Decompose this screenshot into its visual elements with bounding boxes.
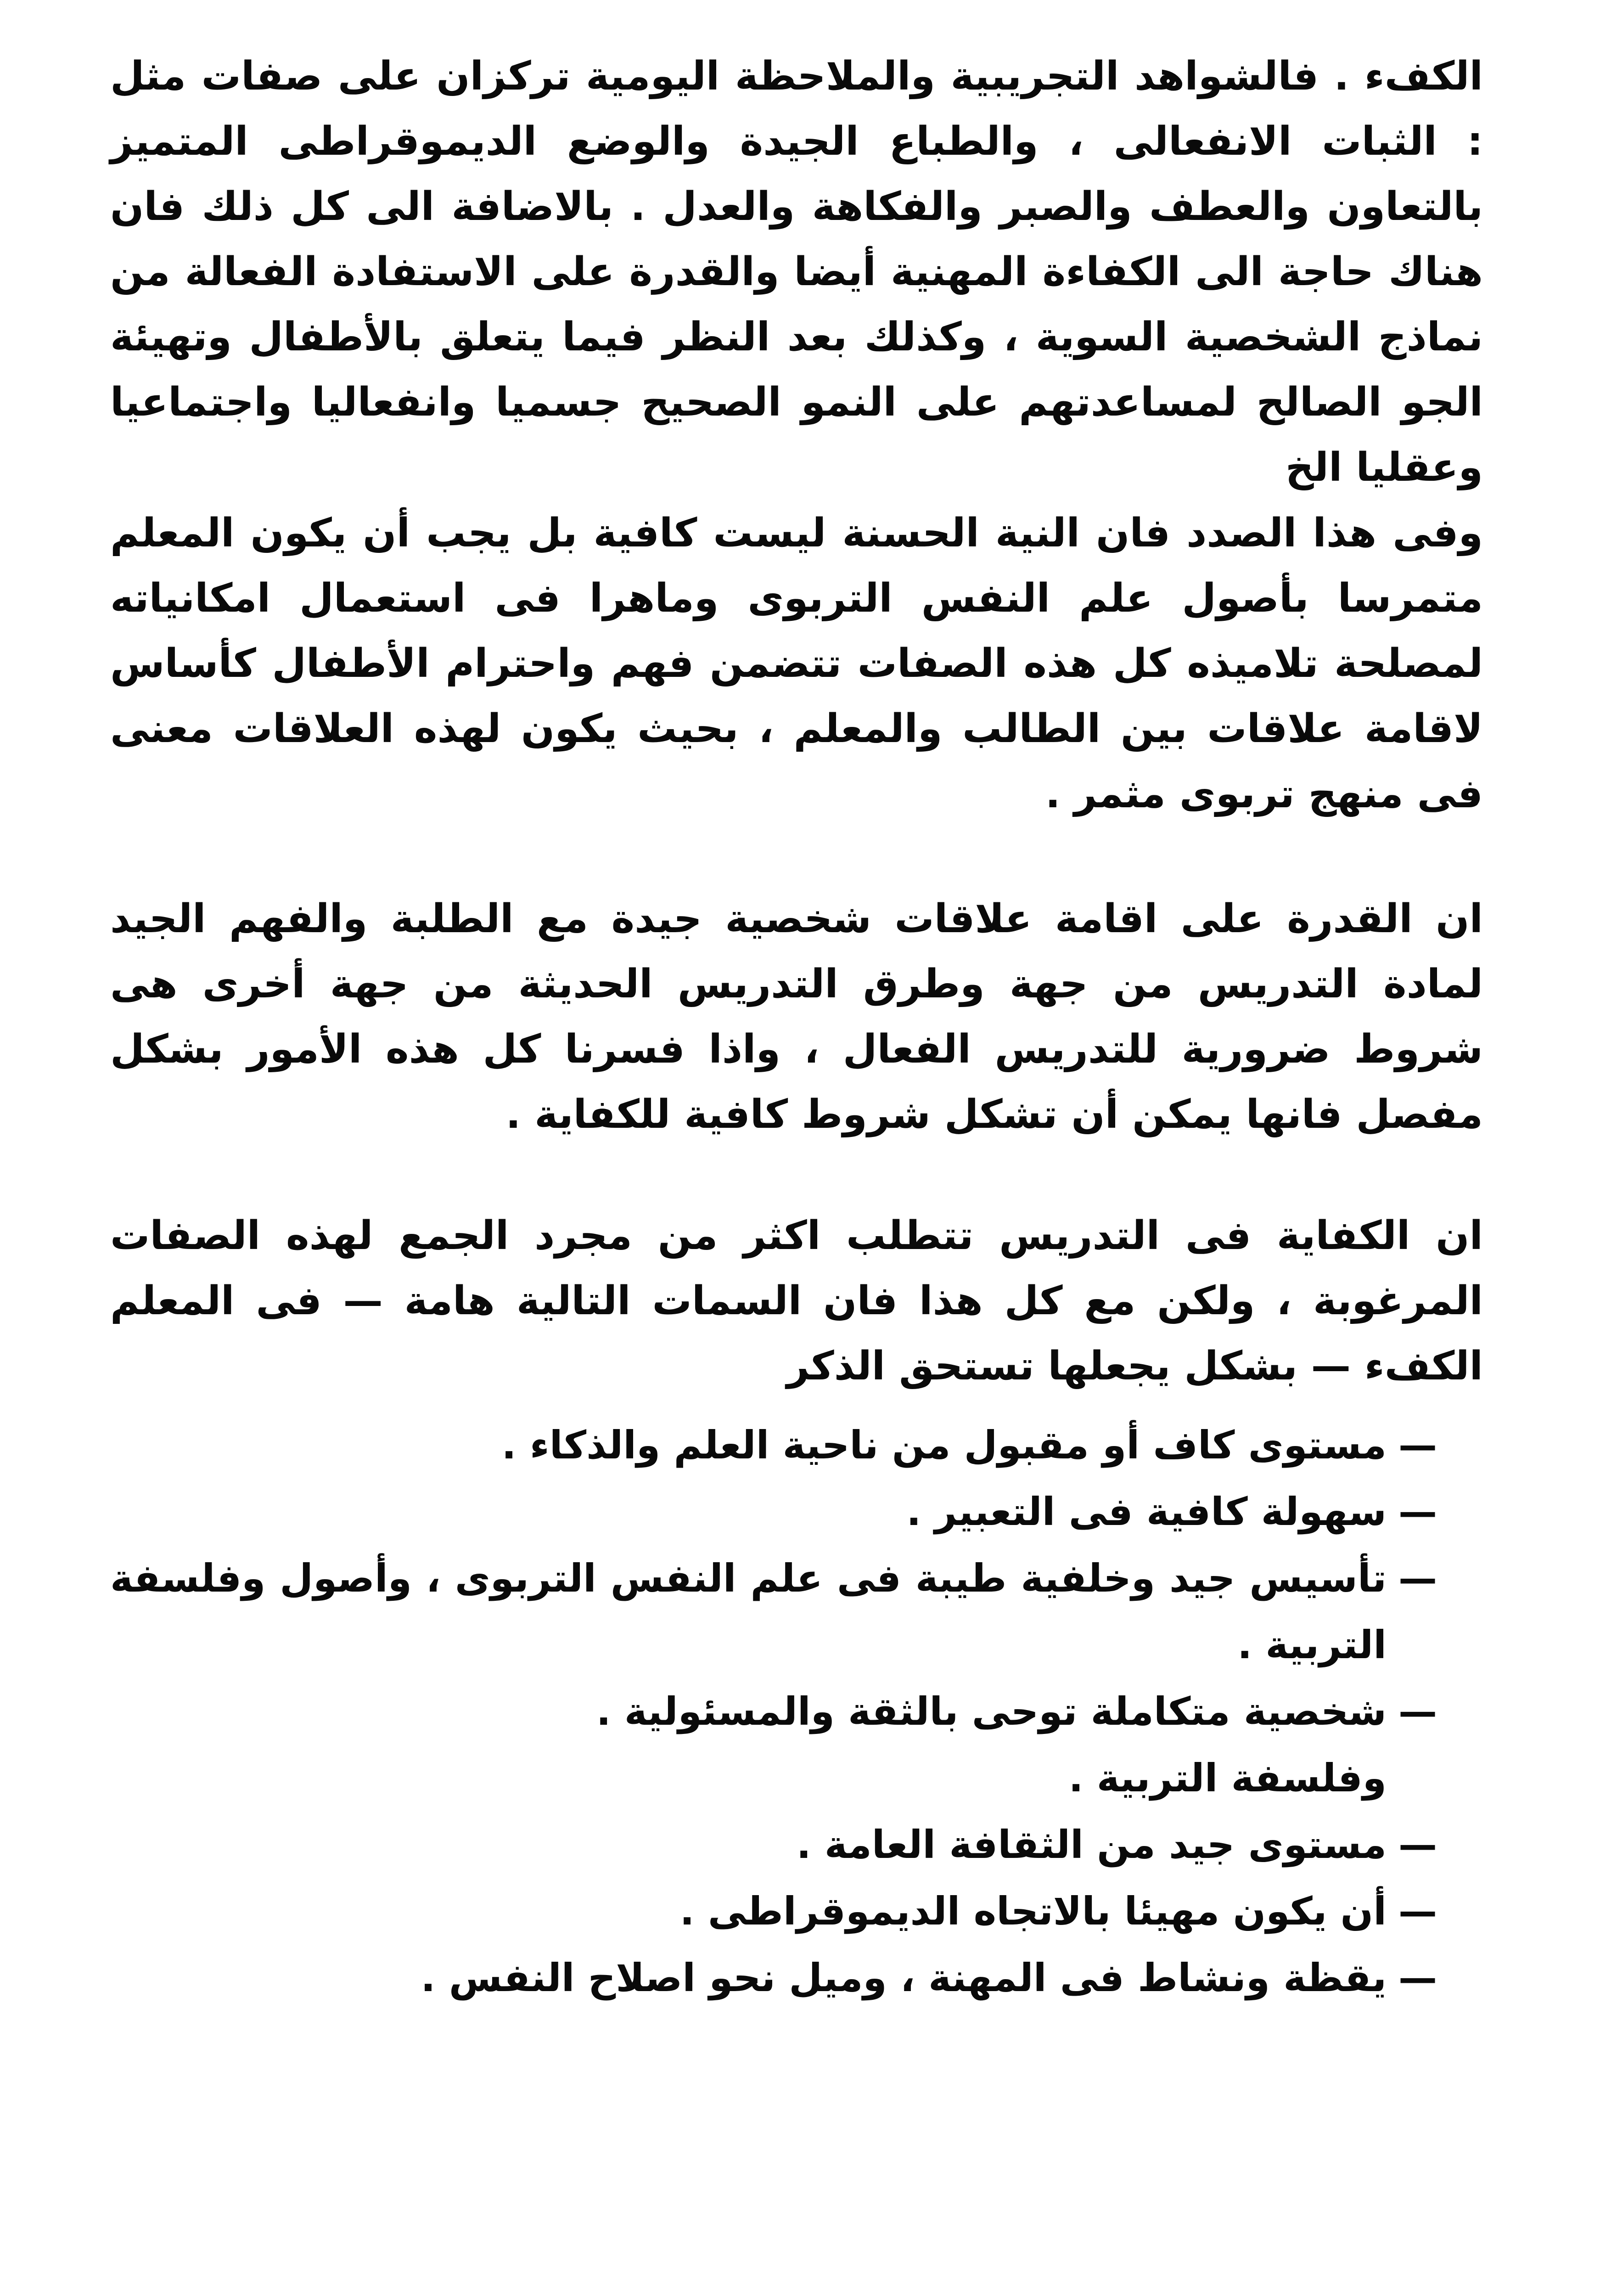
list-item bbox=[110, 1812, 1437, 1878]
paragraph-3-text: ان القدرة على اقامة علاقات شخصية جيدة مع الطلبة والفهم الجيد لمادة التدريس من جهة وطرق التدريس الحديثة من جهة أخرى هى شروط ضرورية للتدريس الفعال ، واذا فسرنا كل هذه الأمور بشكل مفصل فانها يمكن أن تشكل شروط كافية للكفاية . bbox=[110, 896, 1483, 1137]
dash-bullet: — bbox=[1398, 1955, 1437, 2000]
list-item bbox=[110, 1479, 1437, 1545]
list-item bbox=[110, 1412, 1437, 1479]
list-item-text: شخصية متكاملة توحى بالثقة والمسئولية . bbox=[596, 1689, 1387, 1734]
paragraph-1 bbox=[110, 44, 1483, 500]
dash-bullet: — bbox=[1398, 1822, 1437, 1867]
paragraph-4-text: ان الكفاية فى التدريس تتطلب اكثر من مجرد الجمع لهذه الصفات المرغوبة ، ولكن مع كل هذا فان السمات التالية هامة — فى المعلم الكفء — بشكل يجعلها تستحق الذكر bbox=[110, 1213, 1483, 1389]
list-item-text: مستوى كاف أو مقبول من ناحية العلم والذكاء . bbox=[501, 1423, 1387, 1468]
paragraph-1-text: الكفء . فالشواهد التجريبية والملاحظة اليومية تركزان على صفات مثل : الثبات الانفعالى ، والطباع الجيدة والوضع الديموقراطى المتميز بالتعاون والعطف والصبر والفكاهة والعدل . بالاضافة الى كل ذلك فان هناك حاجة الى الكفاءة المهنية أيضا والقدرة على الاستفادة الفعالة من نماذج الشخصية السوية ، وكذلك بعد النظر فيما يتعلق بالأطفال وتهيئة الجو الصالح لمساعدتهم على النمو الصحيح جسميا وانفعاليا واجتماعيا وعقليا الخ bbox=[110, 53, 1483, 490]
paragraph-2-text: وفى هذا الصدد فان النية الحسنة ليست كافية بل يجب أن يكون المعلم متمرسا بأصول علم النفس التربوى وماهرا فى استعمال امكانياته لمصلحة تلاميذه كل هذه الصفات تتضمن فهم واحترام الأطفال كأساس لاقامة علاقات بين الطالب والمعلم ، بحيث يكون لهذه العلاقات معنى فى منهج تربوى مثمر . bbox=[110, 510, 1483, 817]
dash-bullet: — bbox=[1398, 1489, 1437, 1534]
dash-bullet: — bbox=[1398, 1889, 1437, 1934]
dash-bullet: — bbox=[1398, 1423, 1437, 1468]
list-item-text: سهولة كافية فى التعبير . bbox=[906, 1489, 1387, 1534]
dash-bullet: — bbox=[1398, 1556, 1437, 1601]
paragraph-4 bbox=[110, 1203, 1483, 1399]
list-item bbox=[110, 1945, 1437, 2011]
list-item-text: أن يكون مهيئا بالاتجاه الديموقراطى . bbox=[679, 1889, 1387, 1934]
list-item-continuation bbox=[110, 1745, 1437, 1812]
list-item bbox=[110, 1878, 1437, 1945]
list-item-text: وفلسفة التربية . bbox=[1068, 1756, 1387, 1801]
list-item-text: مستوى جيد من الثقافة العامة . bbox=[796, 1822, 1387, 1867]
dash-bullet: — bbox=[1398, 1689, 1437, 1734]
traits-list bbox=[110, 1412, 1437, 2011]
list-item bbox=[110, 1545, 1437, 1678]
paragraph-2 bbox=[110, 501, 1483, 827]
paragraph-3 bbox=[110, 886, 1483, 1147]
list-item bbox=[110, 1678, 1437, 1745]
list-item-text: يقظة ونشاط فى المهنة ، وميل نحو اصلاح النفس . bbox=[421, 1955, 1387, 2000]
list-item-text: تأسيس جيد وخلفية طيبة فى علم النفس التربوى ، وأصول وفلسفة التربية . bbox=[110, 1556, 1387, 1667]
